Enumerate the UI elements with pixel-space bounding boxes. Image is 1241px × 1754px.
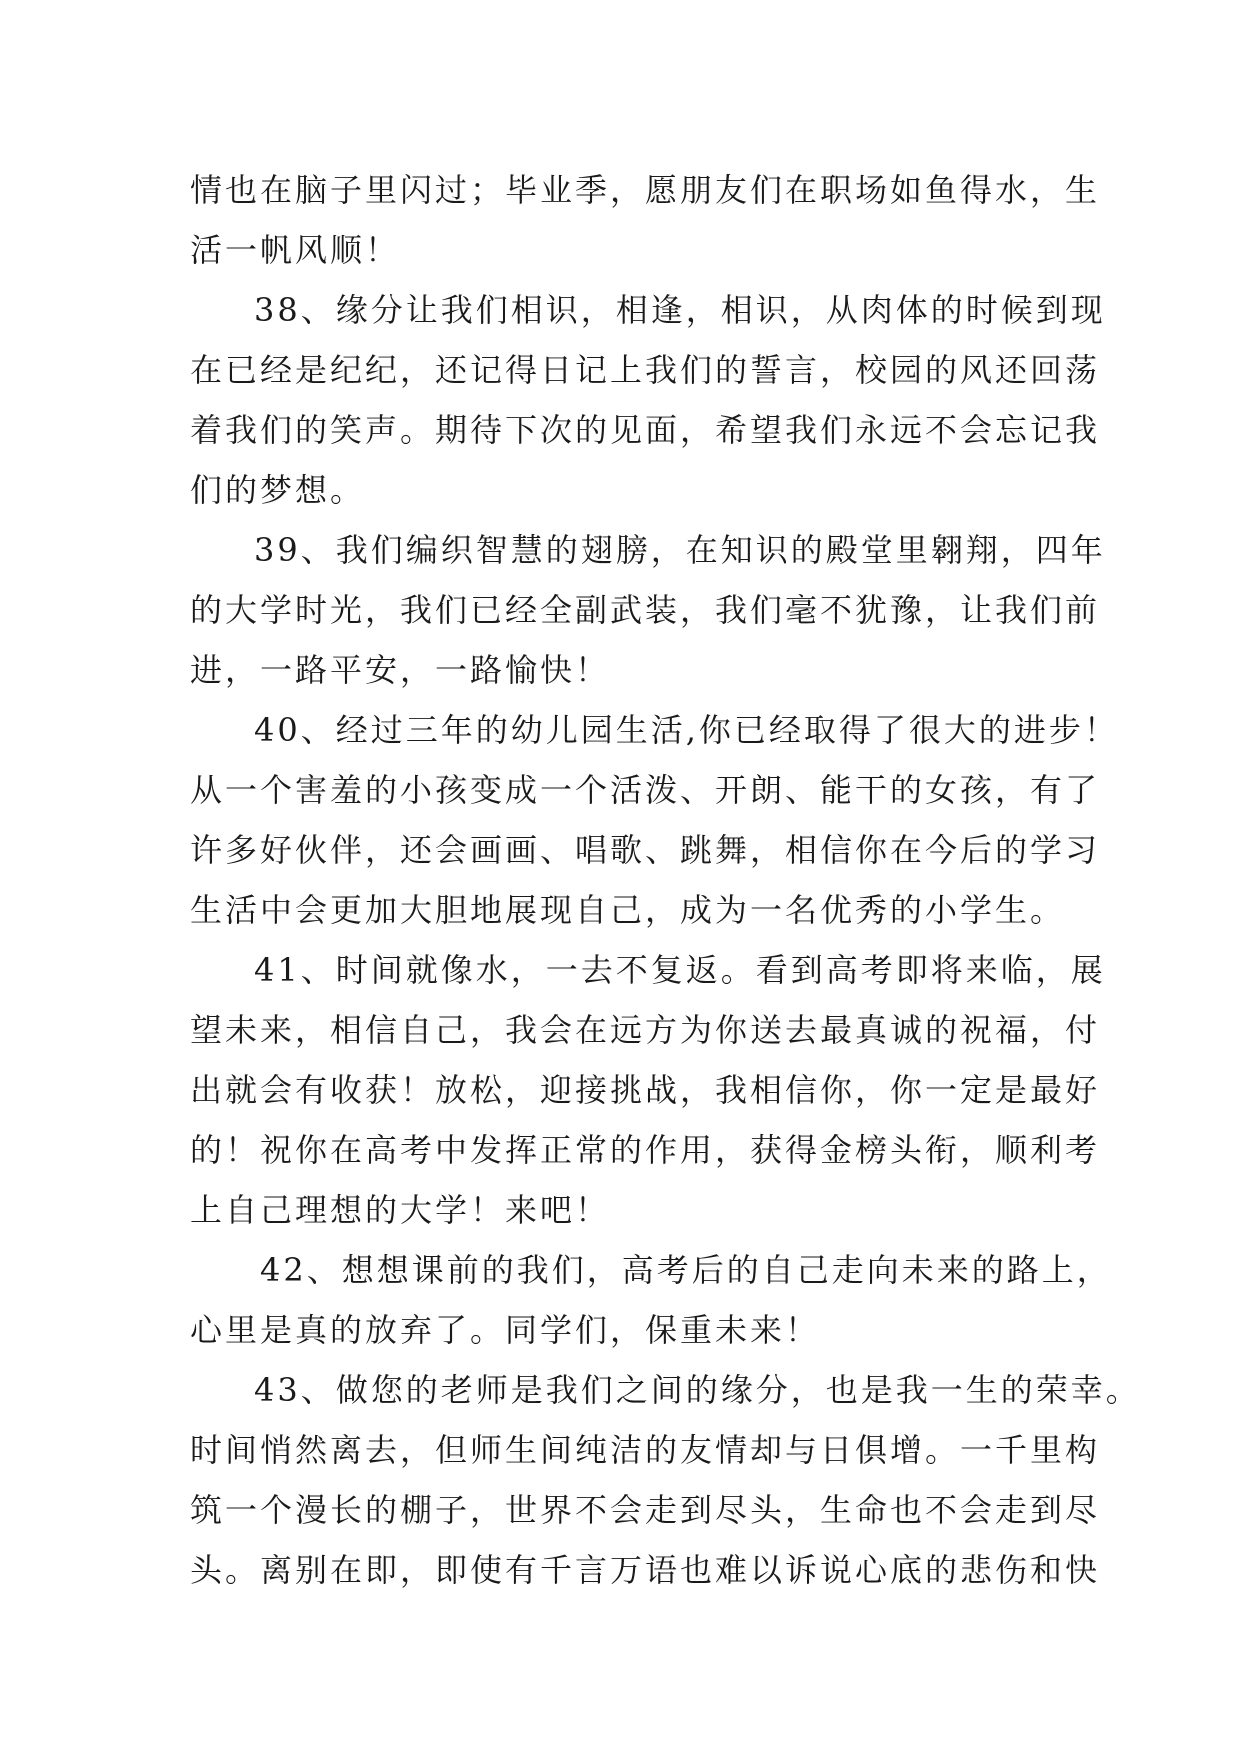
text-line: 筑一个漫长的棚子，世界不会走到尽头，生命也不会走到尽: [190, 1491, 1101, 1529]
paragraph-38-start: 38、缘分让我们相识，相逢，相识，从肉体的时候到现: [254, 291, 1106, 329]
text-line: 许多好伙伴，还会画画、唱歌、跳舞，相信你在今后的学习: [190, 831, 1101, 869]
text-line: 时间悄然离去，但师生间纯洁的友情却与日俱增。一千里构: [190, 1431, 1101, 1469]
document-body: [190, 160, 1141, 1600]
paragraph-41-start: 41、时间就像水，一去不复返。看到高考即将来临，展: [254, 951, 1106, 989]
text-line: 上自己理想的大学！来吧！: [190, 1191, 611, 1229]
text-line: 从一个害羞的小孩变成一个活泼、开朗、能干的女孩，有了: [190, 771, 1101, 809]
text-line: 在已经是纪纪，还记得日记上我们的誓言，校园的风还回荡: [190, 351, 1101, 389]
text-line: 活一帆风顺！: [190, 231, 401, 269]
paragraph-42-start: 42、想想课前的我们，高考后的自己走向未来的路上，: [260, 1251, 1112, 1289]
text-line: 情也在脑子里闪过；毕业季，愿朋友们在职场如鱼得水，生: [190, 171, 1101, 209]
text-line: 望未来，相信自己，我会在远方为你送去最真诚的祝福，付: [190, 1011, 1101, 1049]
text-line: 心里是真的放弃了。同学们，保重未来！: [190, 1311, 821, 1349]
text-line: 出就会有收获！放松，迎接挑战，我相信你，你一定是最好: [190, 1071, 1101, 1109]
paragraph-40-start: 40、经过三年的幼儿园生活,你已经取得了很大的进步！: [254, 711, 1119, 749]
text-line: 着我们的笑声。期待下次的见面，希望我们永远不会忘记我: [190, 411, 1101, 449]
text-line: 生活中会更加大胆地展现自己，成为一名优秀的小学生。: [190, 891, 1066, 929]
text-line: 们的梦想。: [190, 471, 366, 509]
text-line: 的大学时光，我们已经全副武装，我们毫不犹豫，让我们前: [190, 591, 1101, 629]
text-line: 的！祝你在高考中发挥正常的作用，获得金榜头衔，顺利考: [190, 1131, 1101, 1169]
text-line: 头。离别在即，即使有千言万语也难以诉说心底的悲伤和快: [190, 1551, 1101, 1589]
paragraph-43-start: 43、做您的老师是我们之间的缘分，也是我一生的荣幸。: [254, 1371, 1141, 1409]
paragraph-39-start: 39、我们编织智慧的翅膀，在知识的殿堂里翱翔，四年: [254, 531, 1106, 569]
text-line: 进，一路平安，一路愉快！: [190, 651, 611, 689]
